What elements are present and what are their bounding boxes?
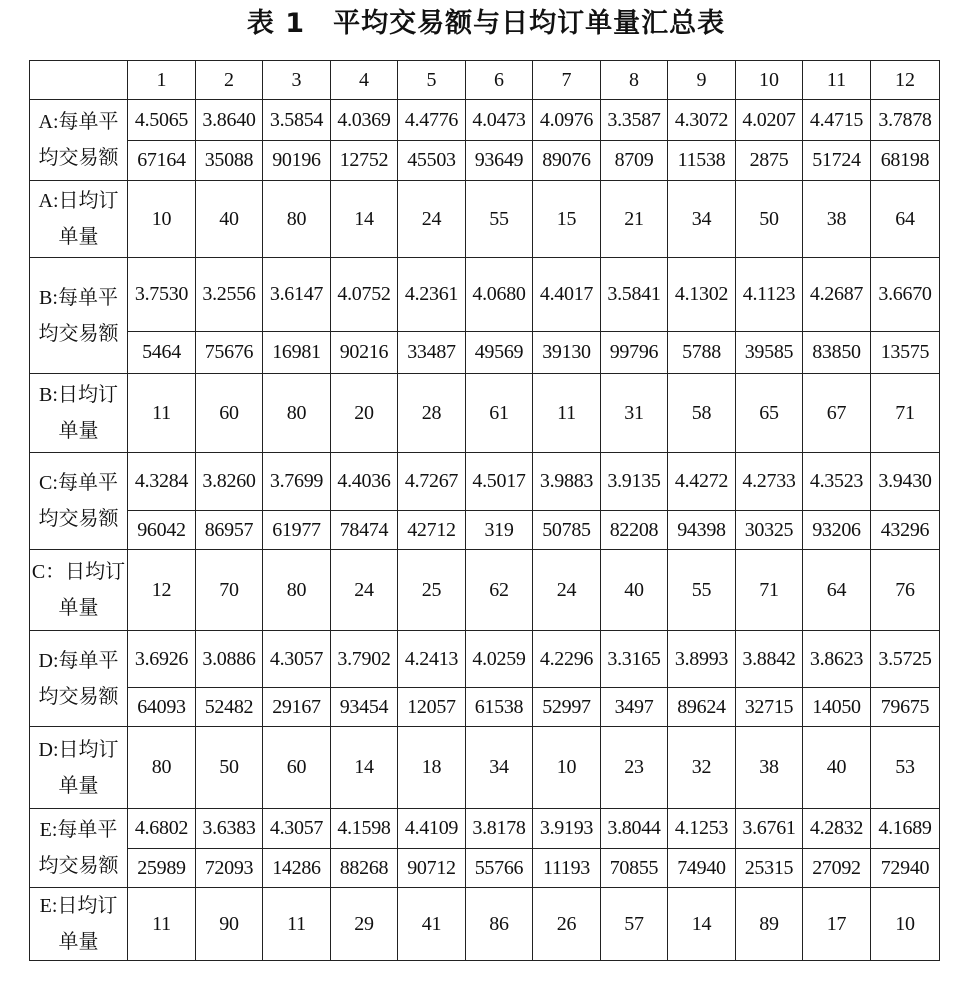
daily-value-cell: 89 xyxy=(736,888,803,961)
daily-value-cell: 80 xyxy=(263,181,331,258)
daily-value-cell: 24 xyxy=(398,181,466,258)
avg-value-tail-cell: 93454 xyxy=(331,688,398,727)
avg-value-cell: 4.2733 xyxy=(736,453,803,511)
avg-value-cell: 3.3587 xyxy=(601,100,668,141)
avg-value-tail-cell: 3497 xyxy=(601,688,668,727)
daily-orders-row xyxy=(30,550,940,631)
avg-value-cell: 4.4715 xyxy=(803,100,871,141)
avg-value-tail-cell: 11193 xyxy=(533,849,601,888)
avg-value-cell: 4.4017 xyxy=(533,258,601,332)
avg-value-tail-cell: 52997 xyxy=(533,688,601,727)
avg-value-cell: 4.0473 xyxy=(466,100,533,141)
avg-value-tail-cell: 33487 xyxy=(398,332,466,374)
row-label-daily-orders: A:日均订单量 xyxy=(30,181,128,258)
daily-value-cell: 25 xyxy=(398,550,466,631)
avg-value-cell: 3.6926 xyxy=(128,631,196,688)
avg-value-tail-cell: 14050 xyxy=(803,688,871,727)
daily-value-cell: 10 xyxy=(533,727,601,809)
avg-value-tail-cell: 5788 xyxy=(668,332,736,374)
avg-value-cell: 3.7699 xyxy=(263,453,331,511)
avg-value-cell: 4.5017 xyxy=(466,453,533,511)
avg-value-cell: 4.0976 xyxy=(533,100,601,141)
avg-value-tail-cell: 12057 xyxy=(398,688,466,727)
daily-value-cell: 64 xyxy=(803,550,871,631)
avg-value-cell: 3.6383 xyxy=(196,809,263,849)
daily-orders-row xyxy=(30,727,940,809)
avg-value-tail-cell: 83850 xyxy=(803,332,871,374)
avg-value-cell: 4.2361 xyxy=(398,258,466,332)
avg-value-cell: 3.5725 xyxy=(871,631,940,688)
daily-value-cell: 10 xyxy=(871,888,940,961)
daily-value-cell: 38 xyxy=(803,181,871,258)
avg-value-cell: 3.8640 xyxy=(196,100,263,141)
avg-value-cell: 4.1253 xyxy=(668,809,736,849)
avg-value-tail-cell: 50785 xyxy=(533,511,601,550)
avg-value-cell: 4.4776 xyxy=(398,100,466,141)
daily-value-cell: 67 xyxy=(803,374,871,453)
avg-value-cell: 3.9883 xyxy=(533,453,601,511)
avg-value-cell: 4.6802 xyxy=(128,809,196,849)
column-header: 4 xyxy=(331,61,398,100)
avg-value-cell: 3.8044 xyxy=(601,809,668,849)
corner-cell xyxy=(30,61,128,100)
daily-orders-row xyxy=(30,374,940,453)
daily-value-cell: 14 xyxy=(668,888,736,961)
avg-value-tail-cell: 14286 xyxy=(263,849,331,888)
avg-value-cell: 3.8842 xyxy=(736,631,803,688)
column-header: 8 xyxy=(601,61,668,100)
avg-value-cell: 4.1123 xyxy=(736,258,803,332)
daily-value-cell: 29 xyxy=(331,888,398,961)
daily-value-cell: 11 xyxy=(128,888,196,961)
daily-value-cell: 55 xyxy=(668,550,736,631)
avg-value-tail-cell: 96042 xyxy=(128,511,196,550)
avg-value-cell: 3.5841 xyxy=(601,258,668,332)
column-header: 5 xyxy=(398,61,466,100)
avg-value-cell: 3.8993 xyxy=(668,631,736,688)
daily-value-cell: 24 xyxy=(533,550,601,631)
avg-value-tail-cell: 93649 xyxy=(466,141,533,181)
daily-value-cell: 90 xyxy=(196,888,263,961)
avg-value-cell: 3.3165 xyxy=(601,631,668,688)
avg-value-cell: 4.4272 xyxy=(668,453,736,511)
avg-value-cell: 3.8623 xyxy=(803,631,871,688)
avg-value-tail-cell: 68198 xyxy=(871,141,940,181)
daily-value-cell: 11 xyxy=(533,374,601,453)
avg-value-tail-cell: 55766 xyxy=(466,849,533,888)
avg-value-tail-cell: 29167 xyxy=(263,688,331,727)
avg-value-tail-cell: 88268 xyxy=(331,849,398,888)
avg-value-tail-cell: 319 xyxy=(466,511,533,550)
avg-value-tail-cell: 61538 xyxy=(466,688,533,727)
avg-value-cell: 4.2832 xyxy=(803,809,871,849)
avg-transaction-tail-row xyxy=(30,511,940,550)
column-header: 1 xyxy=(128,61,196,100)
avg-value-cell: 4.0207 xyxy=(736,100,803,141)
daily-value-cell: 41 xyxy=(398,888,466,961)
row-label-daily-orders: C：日均订单量 xyxy=(30,550,128,631)
daily-value-cell: 34 xyxy=(668,181,736,258)
row-label-daily-orders: D:日均订单量 xyxy=(30,727,128,809)
avg-value-tail-cell: 99796 xyxy=(601,332,668,374)
row-label-avg-transaction: C:每单平均交易额 xyxy=(30,453,128,550)
avg-value-tail-cell: 90196 xyxy=(263,141,331,181)
daily-value-cell: 38 xyxy=(736,727,803,809)
avg-value-cell: 3.7902 xyxy=(331,631,398,688)
daily-value-cell: 80 xyxy=(128,727,196,809)
avg-value-tail-cell: 90712 xyxy=(398,849,466,888)
avg-transaction-tail-row xyxy=(30,849,940,888)
avg-value-cell: 3.2556 xyxy=(196,258,263,332)
avg-value-cell: 3.8260 xyxy=(196,453,263,511)
avg-value-cell: 3.7530 xyxy=(128,258,196,332)
avg-value-tail-cell: 70855 xyxy=(601,849,668,888)
avg-value-tail-cell: 39585 xyxy=(736,332,803,374)
daily-value-cell: 50 xyxy=(736,181,803,258)
avg-value-tail-cell: 61977 xyxy=(263,511,331,550)
daily-value-cell: 11 xyxy=(263,888,331,961)
avg-value-tail-cell: 67164 xyxy=(128,141,196,181)
avg-transaction-tail-row xyxy=(30,141,940,181)
column-header: 6 xyxy=(466,61,533,100)
daily-value-cell: 76 xyxy=(871,550,940,631)
daily-value-cell: 31 xyxy=(601,374,668,453)
avg-value-cell: 4.2413 xyxy=(398,631,466,688)
column-header: 12 xyxy=(871,61,940,100)
daily-orders-row xyxy=(30,181,940,258)
avg-value-tail-cell: 72940 xyxy=(871,849,940,888)
avg-value-cell: 4.7267 xyxy=(398,453,466,511)
avg-value-cell: 4.0369 xyxy=(331,100,398,141)
row-label-daily-orders: B:日均订单量 xyxy=(30,374,128,453)
daily-value-cell: 70 xyxy=(196,550,263,631)
avg-value-cell: 3.9135 xyxy=(601,453,668,511)
daily-value-cell: 15 xyxy=(533,181,601,258)
column-header: 10 xyxy=(736,61,803,100)
avg-value-tail-cell: 52482 xyxy=(196,688,263,727)
row-label-avg-transaction: B:每单平均交易额 xyxy=(30,258,128,374)
daily-value-cell: 57 xyxy=(601,888,668,961)
daily-value-cell: 58 xyxy=(668,374,736,453)
table-body xyxy=(30,61,940,961)
avg-value-tail-cell: 78474 xyxy=(331,511,398,550)
avg-value-tail-cell: 32715 xyxy=(736,688,803,727)
daily-orders-row xyxy=(30,888,940,961)
column-header: 9 xyxy=(668,61,736,100)
table-number: 表 1 xyxy=(246,8,306,39)
daily-value-cell: 60 xyxy=(196,374,263,453)
avg-value-cell: 4.1689 xyxy=(871,809,940,849)
daily-value-cell: 55 xyxy=(466,181,533,258)
header-row xyxy=(30,61,940,100)
column-header: 11 xyxy=(803,61,871,100)
column-header: 3 xyxy=(263,61,331,100)
avg-value-cell: 4.2296 xyxy=(533,631,601,688)
avg-value-cell: 4.1598 xyxy=(331,809,398,849)
row-label-daily-orders: E:日均订单量 xyxy=(30,888,128,961)
daily-value-cell: 23 xyxy=(601,727,668,809)
daily-value-cell: 14 xyxy=(331,727,398,809)
daily-value-cell: 86 xyxy=(466,888,533,961)
avg-value-tail-cell: 72093 xyxy=(196,849,263,888)
daily-value-cell: 34 xyxy=(466,727,533,809)
avg-value-cell: 4.2687 xyxy=(803,258,871,332)
avg-value-tail-cell: 82208 xyxy=(601,511,668,550)
avg-value-cell: 4.1302 xyxy=(668,258,736,332)
avg-value-tail-cell: 89624 xyxy=(668,688,736,727)
avg-value-tail-cell: 90216 xyxy=(331,332,398,374)
daily-value-cell: 10 xyxy=(128,181,196,258)
daily-value-cell: 40 xyxy=(196,181,263,258)
daily-value-cell: 61 xyxy=(466,374,533,453)
avg-value-tail-cell: 27092 xyxy=(803,849,871,888)
avg-value-tail-cell: 35088 xyxy=(196,141,263,181)
avg-value-tail-cell: 25315 xyxy=(736,849,803,888)
avg-value-cell: 3.9430 xyxy=(871,453,940,511)
table-title-text: 平均交易额与日均订单量汇总表 xyxy=(333,8,726,39)
avg-value-cell: 4.3072 xyxy=(668,100,736,141)
avg-value-tail-cell: 51724 xyxy=(803,141,871,181)
avg-value-tail-cell: 25989 xyxy=(128,849,196,888)
avg-transaction-row xyxy=(30,809,940,849)
avg-value-cell: 3.5854 xyxy=(263,100,331,141)
avg-value-cell: 4.5065 xyxy=(128,100,196,141)
avg-value-tail-cell: 12752 xyxy=(331,141,398,181)
avg-value-tail-cell: 89076 xyxy=(533,141,601,181)
daily-value-cell: 21 xyxy=(601,181,668,258)
daily-value-cell: 64 xyxy=(871,181,940,258)
avg-value-tail-cell: 13575 xyxy=(871,332,940,374)
daily-value-cell: 17 xyxy=(803,888,871,961)
daily-value-cell: 40 xyxy=(601,550,668,631)
avg-value-tail-cell: 43296 xyxy=(871,511,940,550)
avg-value-cell: 3.0886 xyxy=(196,631,263,688)
avg-value-tail-cell: 16981 xyxy=(263,332,331,374)
daily-value-cell: 14 xyxy=(331,181,398,258)
avg-value-cell: 4.4036 xyxy=(331,453,398,511)
daily-value-cell: 12 xyxy=(128,550,196,631)
daily-value-cell: 40 xyxy=(803,727,871,809)
daily-value-cell: 62 xyxy=(466,550,533,631)
avg-value-tail-cell: 45503 xyxy=(398,141,466,181)
daily-value-cell: 71 xyxy=(736,550,803,631)
avg-value-tail-cell: 30325 xyxy=(736,511,803,550)
avg-value-tail-cell: 5464 xyxy=(128,332,196,374)
daily-value-cell: 26 xyxy=(533,888,601,961)
avg-value-tail-cell: 49569 xyxy=(466,332,533,374)
avg-transaction-row xyxy=(30,258,940,332)
avg-transaction-row xyxy=(30,100,940,141)
avg-value-cell: 4.3057 xyxy=(263,809,331,849)
daily-value-cell: 32 xyxy=(668,727,736,809)
daily-value-cell: 53 xyxy=(871,727,940,809)
row-label-avg-transaction: D:每单平均交易额 xyxy=(30,631,128,727)
avg-value-cell: 4.3284 xyxy=(128,453,196,511)
daily-value-cell: 18 xyxy=(398,727,466,809)
avg-value-cell: 3.6670 xyxy=(871,258,940,332)
avg-value-tail-cell: 94398 xyxy=(668,511,736,550)
avg-value-cell: 3.7878 xyxy=(871,100,940,141)
row-label-avg-transaction: A:每单平均交易额 xyxy=(30,100,128,181)
avg-value-tail-cell: 39130 xyxy=(533,332,601,374)
avg-value-tail-cell: 2875 xyxy=(736,141,803,181)
avg-value-tail-cell: 93206 xyxy=(803,511,871,550)
daily-value-cell: 71 xyxy=(871,374,940,453)
avg-transaction-tail-row xyxy=(30,332,940,374)
avg-value-cell: 3.9193 xyxy=(533,809,601,849)
avg-transaction-tail-row xyxy=(30,688,940,727)
avg-value-tail-cell: 11538 xyxy=(668,141,736,181)
avg-value-tail-cell: 79675 xyxy=(871,688,940,727)
avg-transaction-row xyxy=(30,453,940,511)
daily-value-cell: 50 xyxy=(196,727,263,809)
avg-value-cell: 4.0752 xyxy=(331,258,398,332)
summary-table xyxy=(29,60,940,961)
daily-value-cell: 20 xyxy=(331,374,398,453)
column-header: 2 xyxy=(196,61,263,100)
daily-value-cell: 80 xyxy=(263,550,331,631)
avg-value-tail-cell: 86957 xyxy=(196,511,263,550)
daily-value-cell: 80 xyxy=(263,374,331,453)
daily-value-cell: 11 xyxy=(128,374,196,453)
column-header: 7 xyxy=(533,61,601,100)
avg-value-tail-cell: 64093 xyxy=(128,688,196,727)
avg-transaction-row xyxy=(30,631,940,688)
daily-value-cell: 60 xyxy=(263,727,331,809)
avg-value-cell: 3.8178 xyxy=(466,809,533,849)
avg-value-cell: 4.3057 xyxy=(263,631,331,688)
row-label-avg-transaction: E:每单平均交易额 xyxy=(30,809,128,888)
avg-value-cell: 3.6147 xyxy=(263,258,331,332)
avg-value-cell: 4.0259 xyxy=(466,631,533,688)
avg-value-cell: 4.0680 xyxy=(466,258,533,332)
avg-value-cell: 4.4109 xyxy=(398,809,466,849)
daily-value-cell: 28 xyxy=(398,374,466,453)
avg-value-tail-cell: 8709 xyxy=(601,141,668,181)
avg-value-cell: 4.3523 xyxy=(803,453,871,511)
avg-value-tail-cell: 42712 xyxy=(398,511,466,550)
daily-value-cell: 24 xyxy=(331,550,398,631)
avg-value-tail-cell: 74940 xyxy=(668,849,736,888)
table-title xyxy=(0,4,972,44)
avg-value-tail-cell: 75676 xyxy=(196,332,263,374)
daily-value-cell: 65 xyxy=(736,374,803,453)
avg-value-cell: 3.6761 xyxy=(736,809,803,849)
